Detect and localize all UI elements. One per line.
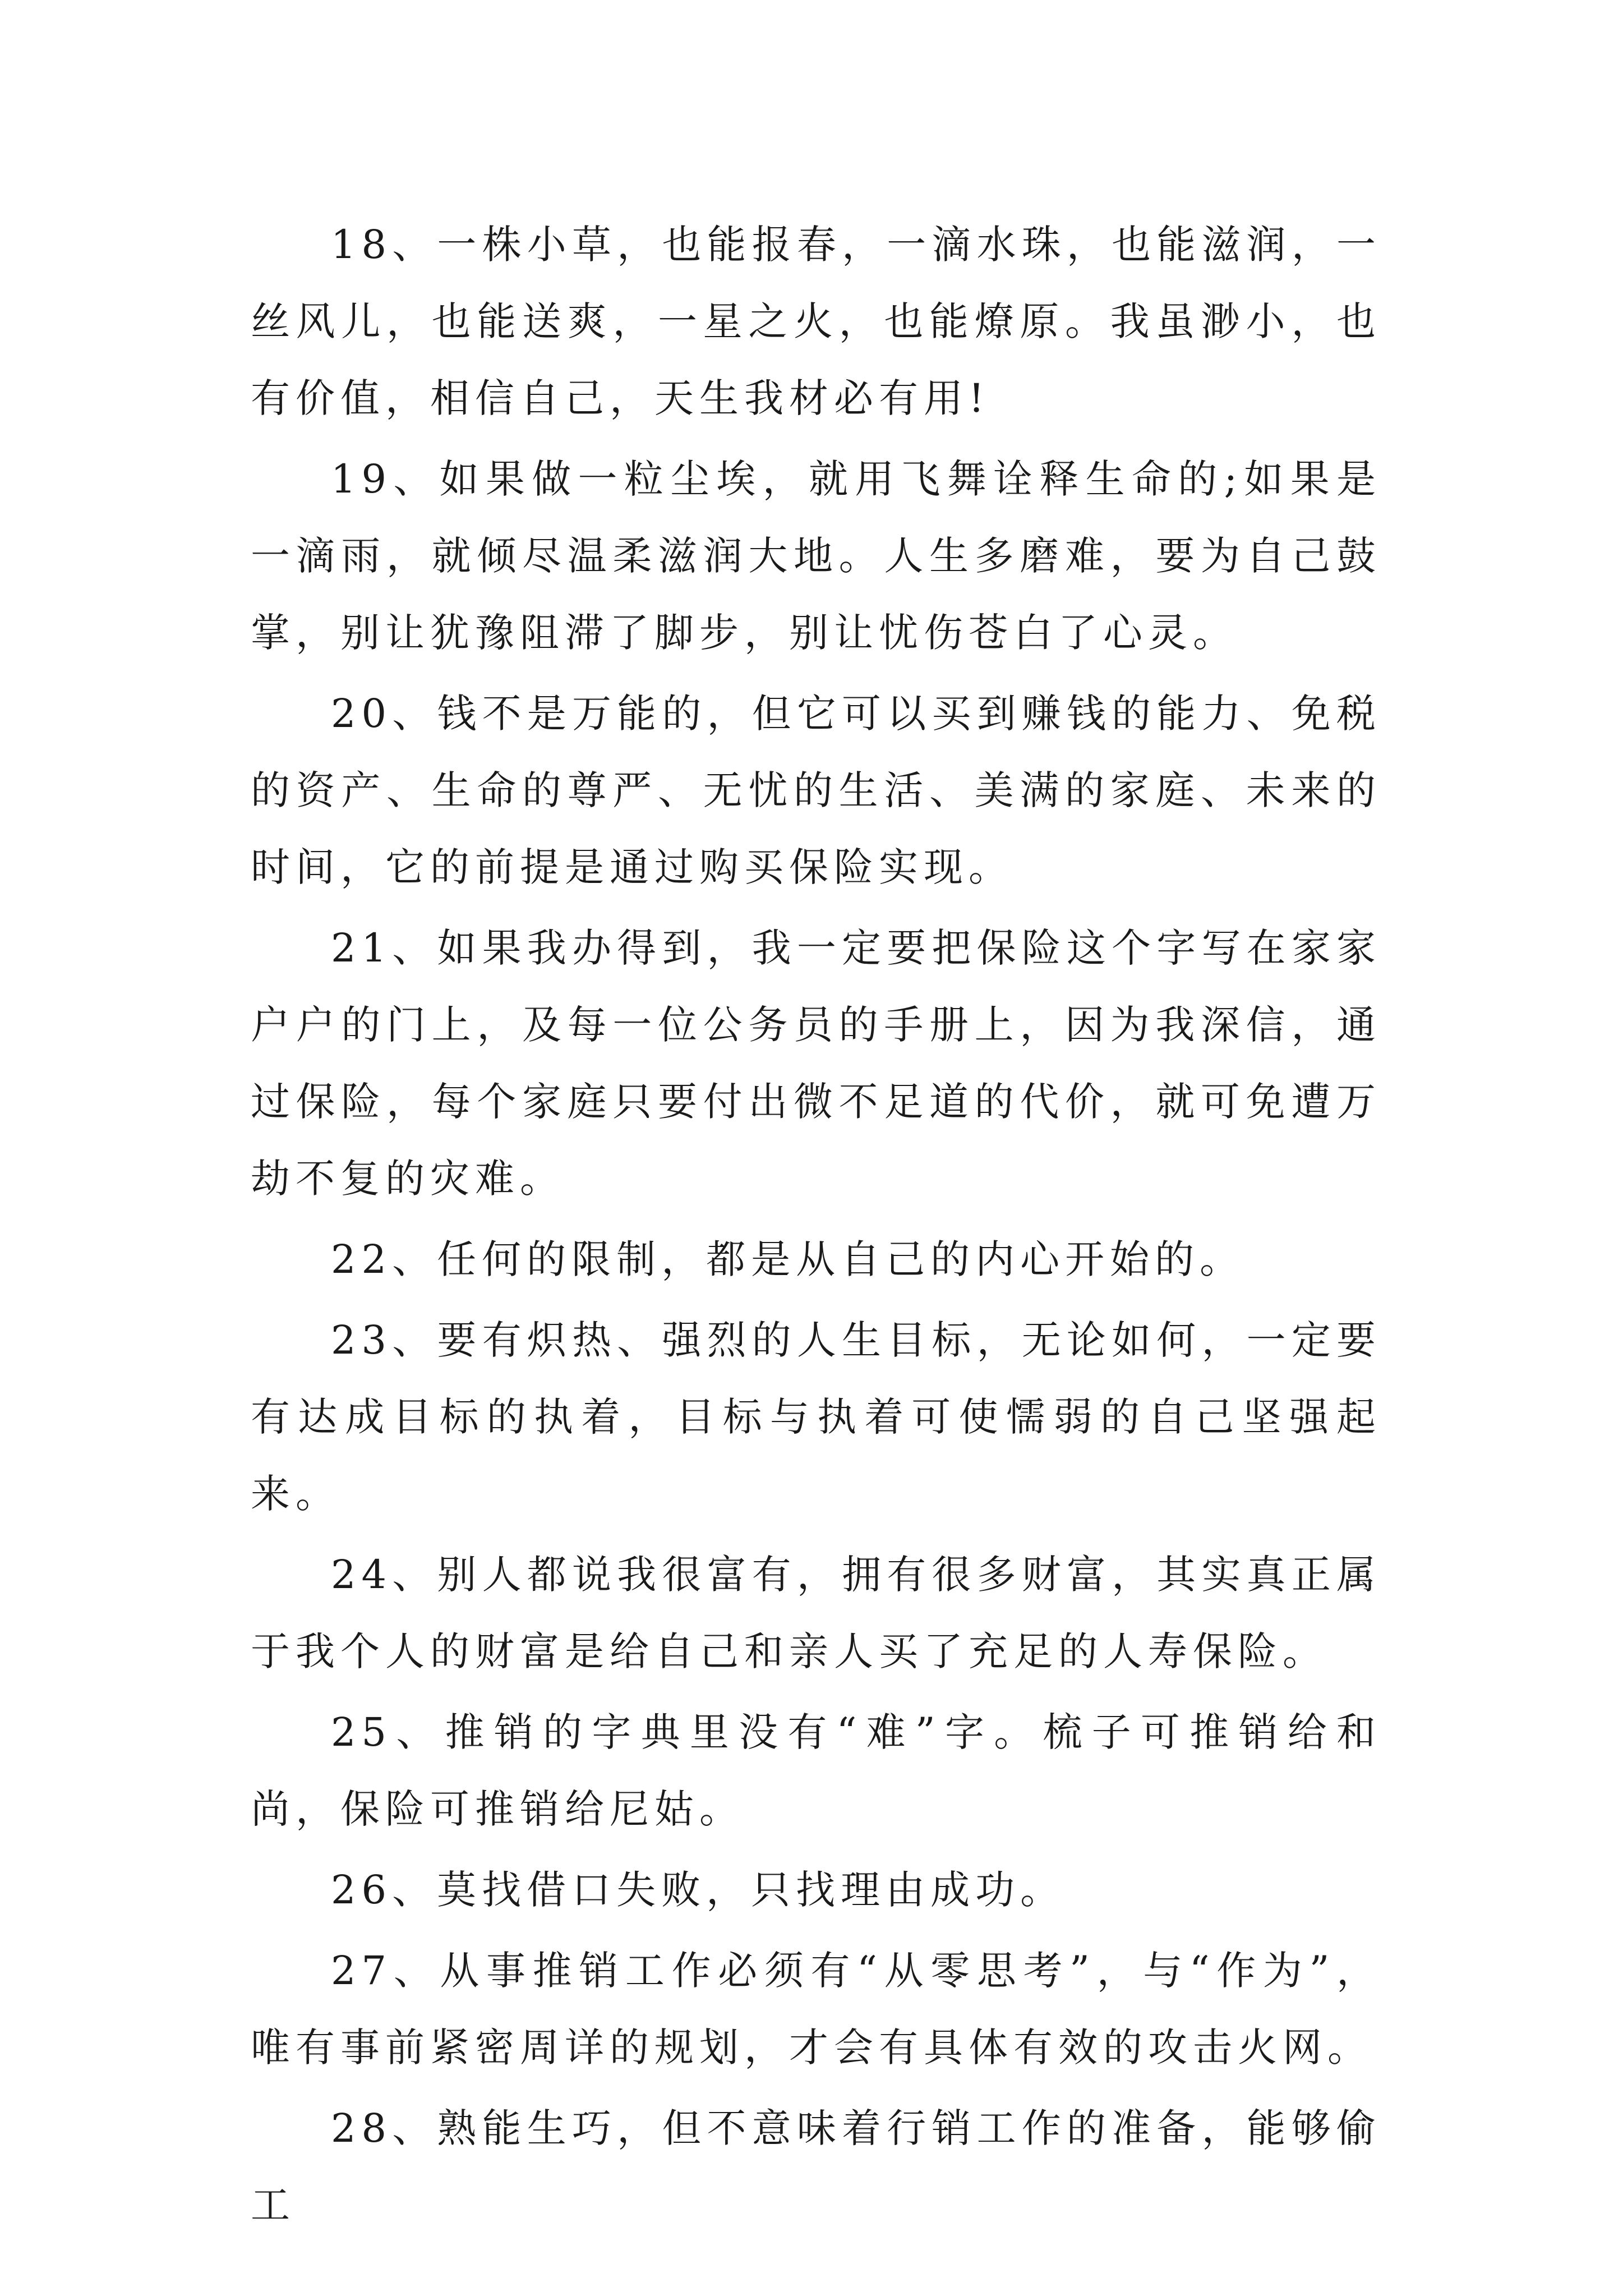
paragraph-20: 20、钱不是万能的，但它可以买到赚钱的能力、免税的资产、生命的尊严、无忧的生活、美满的家庭、未来的时间，它的前提是通过购买保险实现。 [251, 691, 1381, 890]
paragraph-25: 25、推销的字典里没有“难”字。梳子可推销给和尚，保险可推销给尼姑。 [251, 1709, 1381, 1832]
paragraph-27: 27、从事推销工作必须有“从零思考”，与“作为”，唯有事前紧密周详的规划，才会有具体有效的攻击火网。 [251, 1948, 1381, 2070]
paragraph-24: 24、别人都说我很富有，拥有很多财富，其实真正属于我个人的财富是给自己和亲人买了充足的人寿保险。 [251, 1552, 1381, 1674]
paragraph-23: 23、要有炽热、强烈的人生目标，无论如何，一定要有达成目标的执着，目标与执着可使懦弱的自己坚强起来。 [251, 1317, 1381, 1517]
paragraph-21: 21、如果我办得到，我一定要把保险这个字写在家家户户的门上，及每一位公务员的手册上，因为我深信，通过保险，每个家庭只要付出微不足道的代价，就可免遭万劫不复的灾难。 [251, 925, 1381, 1202]
paragraph-18: 18、一株小草，也能报春，一滴水珠，也能滋润，一丝风儿，也能送爽，一星之火，也能燎原。我虽渺小，也有价值，相信自己，天生我材必有用! [251, 222, 1381, 421]
paragraph-28: 28、熟能生巧，但不意味着行销工作的准备，能够偷工 [251, 2105, 1381, 2228]
paragraph-26: 26、莫找借口失败，只找理由成功。 [331, 1867, 1066, 1913]
paragraph-22: 22、任何的限制，都是从自己的内心开始的。 [331, 1236, 1245, 1282]
document-body [251, 206, 1381, 2248]
paragraph-19: 19、如果做一粒尘埃，就用飞舞诠释生命的;如果是一滴雨，就倾尽温柔滋润大地。人生多磨难，要为自己鼓掌，别让犹豫阻滞了脚步，别让忧伤苍白了心灵。 [251, 456, 1381, 656]
